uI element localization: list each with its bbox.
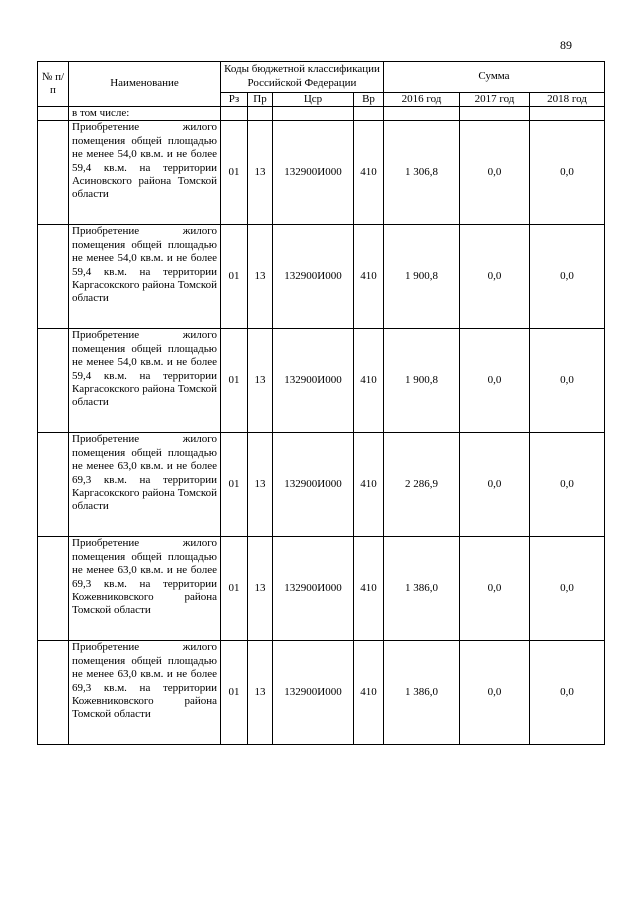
row-tsr: 132900И000 bbox=[273, 537, 354, 641]
header-sum: Сумма bbox=[384, 62, 605, 93]
header-2018: 2018 год bbox=[530, 92, 605, 106]
row-2016: 1 900,8 bbox=[384, 329, 460, 433]
row-vr: 410 bbox=[354, 225, 384, 329]
row-2016: 1 386,0 bbox=[384, 641, 460, 745]
row-2017: 0,0 bbox=[460, 537, 530, 641]
row-2018: 0,0 bbox=[530, 433, 605, 537]
row-name: Приобретение жилого помещения общей площадью не менее 63,0 кв.м. и не более 69,3 кв.м. на территории Кожевниковского района Томской области bbox=[69, 641, 221, 745]
row-name: Приобретение жилого помещения общей площадью не менее 63,0 кв.м. и не более 69,3 кв.м. на территории Кожевниковского района Томской области bbox=[69, 537, 221, 641]
row-2018: 0,0 bbox=[530, 641, 605, 745]
table-row bbox=[38, 433, 605, 537]
table-row bbox=[38, 537, 605, 641]
row-pr: 13 bbox=[248, 121, 273, 225]
table-row bbox=[38, 121, 605, 225]
header-codes: Коды бюджетной классификации Российской Федерации bbox=[221, 62, 384, 93]
row-rz: 01 bbox=[221, 537, 248, 641]
row-num-cell bbox=[38, 641, 69, 745]
page-number: 89 bbox=[560, 38, 572, 52]
subheading-num-cell bbox=[38, 107, 69, 121]
row-rz: 01 bbox=[221, 641, 248, 745]
header-num: № п/п bbox=[38, 62, 69, 107]
table-row bbox=[38, 225, 605, 329]
row-pr: 13 bbox=[248, 641, 273, 745]
table-row bbox=[38, 641, 605, 745]
row-name: Приобретение жилого помещения общей площадью не менее 54,0 кв.м. и не более 59,4 кв.м. на территории Каргасокского района Томской области bbox=[69, 329, 221, 433]
row-tsr: 132900И000 bbox=[273, 641, 354, 745]
table-row bbox=[38, 329, 605, 433]
row-2017: 0,0 bbox=[460, 433, 530, 537]
header-tsr: Цср bbox=[273, 92, 354, 106]
table-body bbox=[38, 107, 605, 745]
row-num-cell bbox=[38, 329, 69, 433]
row-2016: 1 306,8 bbox=[384, 121, 460, 225]
row-2017: 0,0 bbox=[460, 225, 530, 329]
row-pr: 13 bbox=[248, 329, 273, 433]
row-num-cell bbox=[38, 121, 69, 225]
row-vr: 410 bbox=[354, 641, 384, 745]
row-pr: 13 bbox=[248, 225, 273, 329]
row-num-cell bbox=[38, 433, 69, 537]
row-num-cell bbox=[38, 225, 69, 329]
row-vr: 410 bbox=[354, 329, 384, 433]
budget-table bbox=[37, 61, 605, 745]
row-2018: 0,0 bbox=[530, 329, 605, 433]
row-rz: 01 bbox=[221, 329, 248, 433]
row-rz: 01 bbox=[221, 121, 248, 225]
header-name: Наименование bbox=[69, 62, 221, 107]
row-rz: 01 bbox=[221, 225, 248, 329]
header-rz: Рз bbox=[221, 92, 248, 106]
row-2016: 2 286,9 bbox=[384, 433, 460, 537]
row-2018: 0,0 bbox=[530, 121, 605, 225]
row-vr: 410 bbox=[354, 121, 384, 225]
row-vr: 410 bbox=[354, 433, 384, 537]
row-2016: 1 900,8 bbox=[384, 225, 460, 329]
row-name: Приобретение жилого помещения общей площадью не менее 63,0 кв.м. и не более 69,3 кв.м. на территории Каргасокского района Томской области bbox=[69, 433, 221, 537]
subheading-row bbox=[38, 107, 605, 121]
row-2017: 0,0 bbox=[460, 121, 530, 225]
row-num-cell bbox=[38, 537, 69, 641]
row-tsr: 132900И000 bbox=[273, 433, 354, 537]
header-vr: Вр bbox=[354, 92, 384, 106]
subheading-label: в том числе: bbox=[69, 107, 221, 121]
row-pr: 13 bbox=[248, 537, 273, 641]
row-pr: 13 bbox=[248, 433, 273, 537]
header-2016: 2016 год bbox=[384, 92, 460, 106]
row-name: Приобретение жилого помещения общей площадью не менее 54,0 кв.м. и не более 59,4 кв.м. на территории Каргасокского района Томской области bbox=[69, 225, 221, 329]
row-vr: 410 bbox=[354, 537, 384, 641]
row-2017: 0,0 bbox=[460, 329, 530, 433]
row-rz: 01 bbox=[221, 433, 248, 537]
header-2017: 2017 год bbox=[460, 92, 530, 106]
header-pr: Пр bbox=[248, 92, 273, 106]
row-tsr: 132900И000 bbox=[273, 121, 354, 225]
row-2018: 0,0 bbox=[530, 225, 605, 329]
row-2016: 1 386,0 bbox=[384, 537, 460, 641]
row-tsr: 132900И000 bbox=[273, 329, 354, 433]
row-2017: 0,0 bbox=[460, 641, 530, 745]
table-header bbox=[38, 62, 605, 107]
row-name: Приобретение жилого помещения общей площадью не менее 54,0 кв.м. и не более 59,4 кв.м. на территории Асиновского района Томской области bbox=[69, 121, 221, 225]
row-tsr: 132900И000 bbox=[273, 225, 354, 329]
row-2018: 0,0 bbox=[530, 537, 605, 641]
